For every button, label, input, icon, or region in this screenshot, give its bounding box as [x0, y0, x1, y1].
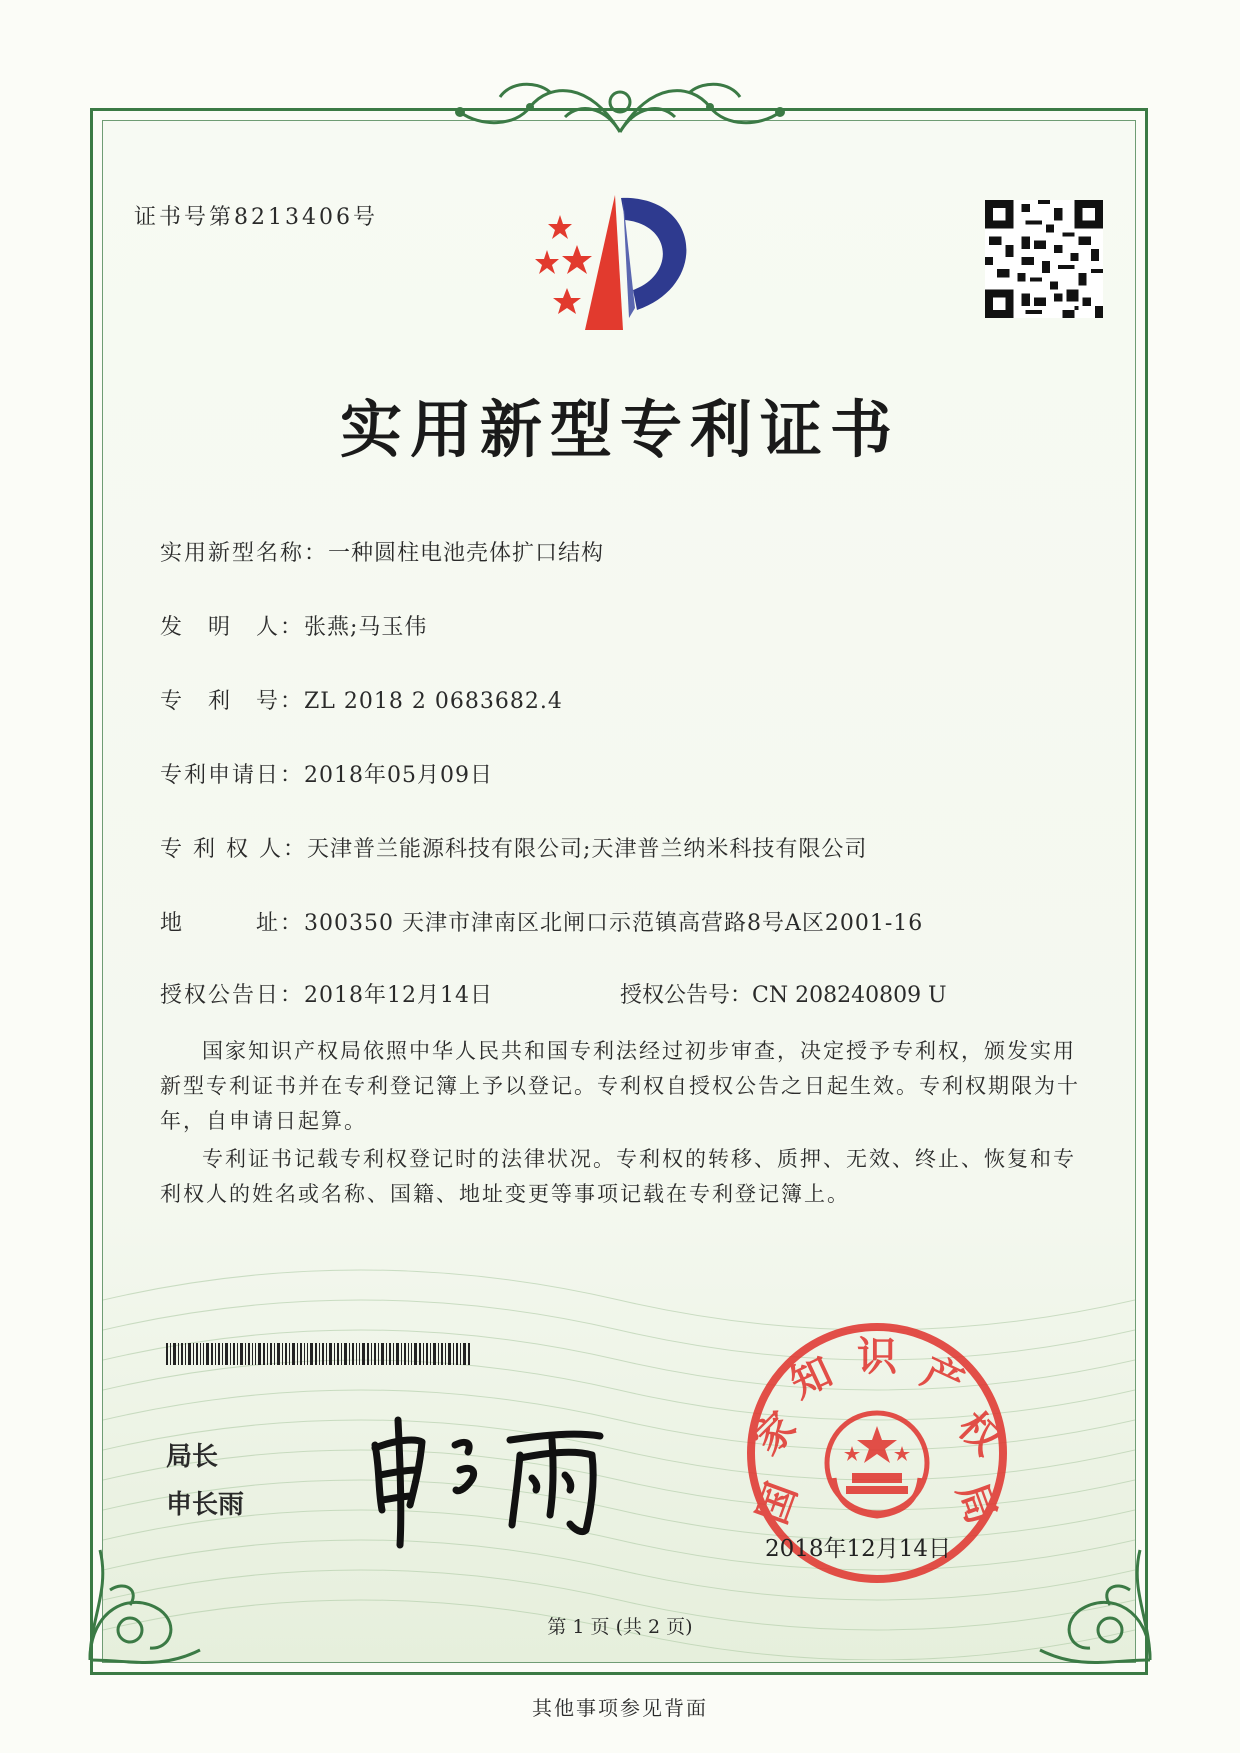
field-value: ZL 2018 2 0683682.4	[304, 689, 563, 714]
barcode	[166, 1343, 471, 1365]
seal-date: 2018年12月14日	[765, 1536, 952, 1562]
field-value: 一种圆柱电池壳体扩口结构	[328, 541, 605, 566]
field-inventor	[160, 610, 427, 641]
svg-text:局: 局	[947, 1476, 1005, 1531]
certificate-title: 实用新型专利证书	[339, 393, 900, 466]
field-filing-date	[160, 758, 493, 789]
svg-text:识: 识	[857, 1334, 897, 1380]
svg-text:产: 产	[914, 1348, 971, 1408]
paragraph-grant-statement: 国家知识产权局依照中华人民共和国专利法经过初步审查，决定授予专利权，颁发实用新型专利证书并在专利登记簿上予以登记。专利权自授权公告之日起生效。专利权期限为十年，自申请日起算。	[160, 1039, 1080, 1133]
top-ornament	[440, 72, 800, 142]
field-label: 地 址：	[160, 911, 305, 936]
field-utility-model-name	[160, 536, 604, 567]
field-value: 2018年12月14日	[304, 983, 493, 1008]
patent-office-logo	[525, 190, 725, 340]
field-label: 专 利 权 人：	[160, 837, 307, 862]
field-value: 2018年05月09日	[304, 763, 493, 788]
field-patentee	[160, 832, 867, 863]
field-label: 专 利 号：	[160, 689, 305, 714]
field-value: 300350 天津市津南区北闸口示范镇高营路8号A区2001-16	[304, 911, 924, 936]
field-label: 实用新型名称：	[160, 541, 329, 566]
svg-text:知: 知	[783, 1348, 840, 1408]
field-address	[160, 906, 923, 937]
field-patent-number	[160, 684, 563, 715]
svg-text:国: 国	[749, 1476, 807, 1531]
field-label: 专利申请日：	[160, 763, 305, 788]
director-name: 申长雨	[166, 1490, 245, 1520]
director-signature	[360, 1400, 630, 1550]
page-number: 第 1 页 (共 2 页)	[547, 1616, 693, 1638]
field-label: 授权公告日：	[160, 983, 305, 1008]
svg-text:家: 家	[744, 1403, 806, 1465]
field-grant-publication-number	[620, 978, 947, 1009]
qr-code	[985, 200, 1103, 318]
footer-note: 其他事项参见背面	[532, 1696, 708, 1720]
field-value: CN 208240809 U	[752, 983, 947, 1008]
field-label: 发 明 人：	[160, 615, 305, 640]
field-value: 天津普兰能源科技有限公司;天津普兰纳米科技有限公司	[306, 837, 868, 862]
corner-ornament-right	[1020, 1530, 1170, 1680]
director-title: 局长	[166, 1442, 219, 1472]
svg-text:权: 权	[948, 1403, 1010, 1465]
field-grant-date	[160, 978, 493, 1009]
corner-ornament-left	[70, 1530, 220, 1680]
field-label: 授权公告号：	[620, 983, 753, 1008]
certificate-number: 证书号第8213406号	[134, 205, 378, 230]
field-value: 张燕;马玉伟	[304, 615, 428, 640]
paragraph-legal-status: 专利证书记载专利权登记时的法律状况。专利权的转移、质押、无效、终止、恢复和专利权人的姓名或名称、国籍、地址变更等事项记载在专利登记簿上。	[160, 1147, 1076, 1206]
